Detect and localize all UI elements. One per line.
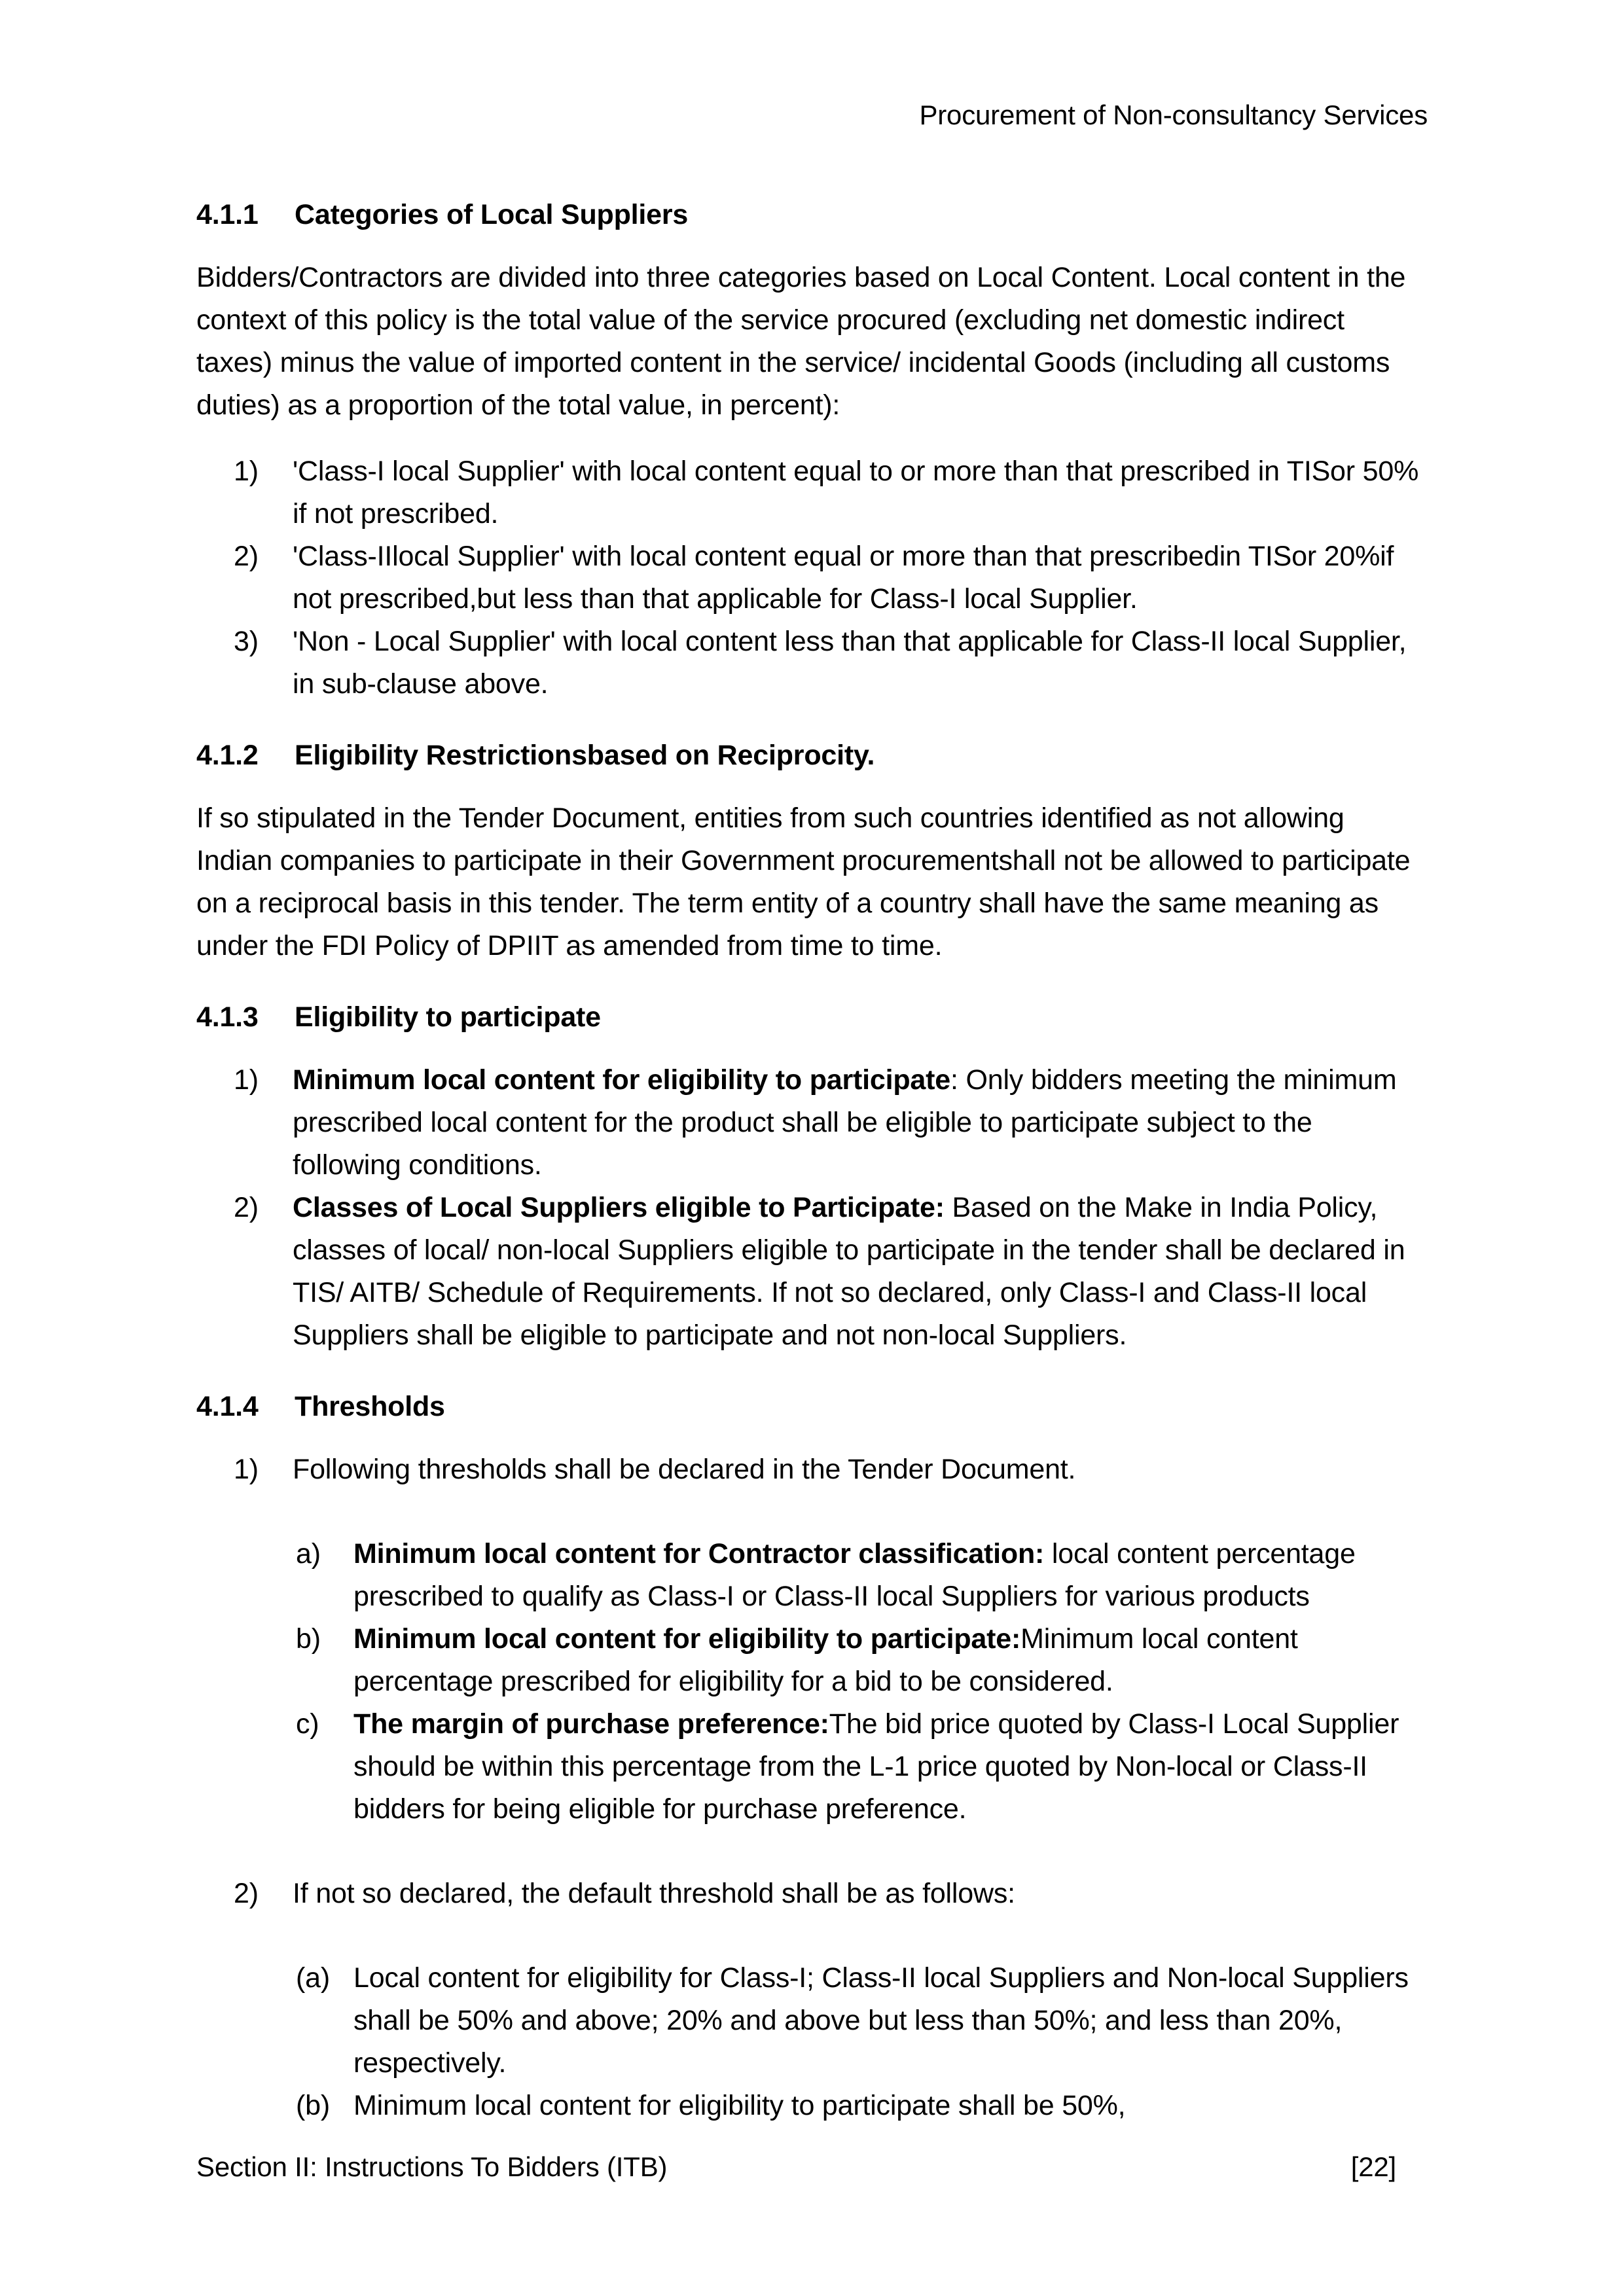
list-thresholds-2 <box>196 1873 1428 1915</box>
list-item <box>196 1957 1428 2085</box>
list-item-rest: Based on the Make in India Policy, classes of local/ non-local Suppliers eligible to participate in the tender shall be declared in TIS/ AITB/ Schedule of Requirements. If not so declared, only Class-I and Class-II local Suppliers shall be eligible to participate and not non-local Suppliers. <box>293 1192 1405 1351</box>
list-item-rest: : Only bidders meeting the minimum prescribed local content for the product shall be eligible to participate subject to the following conditions. <box>293 1064 1397 1181</box>
list-marker: 1) <box>234 1454 259 1485</box>
list-marker: c) <box>296 1708 319 1740</box>
section-heading-4-1-2 <box>196 737 1428 774</box>
list-item-text: If not so declared, the default threshold shall be as follows: <box>293 1878 1015 1909</box>
page-header <box>196 0 1428 134</box>
list-item-rest: The bid price quoted by Class-I Local Supplier should be within this percentage from the L-1 price quoted by Non-local or Class-II bidders for being eligible for purchase preference. <box>353 1708 1399 1825</box>
list-item-text: 'Non - Local Supplier' with local content less than that applicable for Class-II local Supplier, in sub-clause above. <box>293 626 1407 700</box>
list-marker: 1) <box>234 456 259 487</box>
list-item-text <box>353 1623 1298 1697</box>
section-number: 4.1.3 <box>196 1001 259 1033</box>
list-item-bold-lead: Classes of Local Suppliers eligible to Participate: <box>293 1192 945 1223</box>
list-item <box>196 1448 1428 1491</box>
list-item-text <box>353 1538 1356 1612</box>
paragraph-categories: Bidders/Contractors are divided into three categories based on Local Content. Local content in the context of this policy is the total value of the service procured (excluding net domestic indirect taxes) minus the value of imported content in the service/ incidental Goods (including all customs duties) as a proportion of the total value, in percent): <box>196 262 1406 421</box>
list-item <box>196 2085 1428 2127</box>
list-item-text: Local content for eligibility for Class-I; Class-II local Suppliers and Non-local Suppliers shall be 50% and above; 20% and above but less than 50%; and less than 20%, respectively. <box>353 1962 1409 2079</box>
list-item <box>196 1873 1428 1915</box>
list-marker: (b) <box>296 2090 330 2121</box>
list-item-bold-lead: Minimum local content for eligibility to participate: <box>353 1623 1021 1655</box>
page-footer <box>196 2149 1396 2185</box>
list-item-rest: Minimum local content percentage prescribed for eligibility for a bid to be considered. <box>353 1623 1298 1697</box>
section-title: Categories of Local Suppliers <box>295 199 689 230</box>
list-marker: (a) <box>296 1962 330 1994</box>
document-content <box>196 0 1428 2127</box>
list-marker: 2) <box>234 541 259 572</box>
list-marker: b) <box>296 1623 321 1655</box>
list-item-text: 'Class-I local Supplier' with local content equal to or more than that prescribed in TISor 50% if not prescribed. <box>293 456 1419 529</box>
list-item <box>196 1187 1428 1357</box>
list-item <box>196 450 1428 535</box>
footer-section-label: Section II: Instructions To Bidders (ITB) <box>196 2151 668 2182</box>
section-number: 4.1.4 <box>196 1391 259 1422</box>
sublist-thresholds-abc <box>196 1533 1428 1831</box>
list-supplier-categories <box>196 450 1428 706</box>
paragraph-reciprocity: If so stipulated in the Tender Document, entities from such countries identified as not allowing Indian companies to participate in their Government procurementshall not be allowed to participate on a reciprocal basis in this tender. The term entity of a country shall have the same meaning as under the FDI Policy of DPIIT as amended from time to time. <box>196 802 1411 961</box>
list-item <box>196 1059 1428 1187</box>
list-item-text <box>293 1064 1396 1181</box>
sublist-defaults-ab <box>196 1957 1428 2127</box>
page-header-title: Procurement of Non-consultancy Services <box>919 99 1428 130</box>
list-item-rest: local content percentage prescribed to qualify as Class-I or Class-II local Suppliers for various products <box>353 1538 1356 1612</box>
section-title: Thresholds <box>295 1391 445 1422</box>
list-marker: 2) <box>234 1878 259 1909</box>
section-heading-4-1-3 <box>196 999 1428 1035</box>
list-thresholds-1 <box>196 1448 1428 1491</box>
list-marker: 3) <box>234 626 259 657</box>
section-number: 4.1.1 <box>196 199 259 230</box>
list-item <box>196 1533 1428 1618</box>
list-item-bold-lead: Minimum local content for eligibility to participate <box>293 1064 950 1096</box>
list-item-text <box>353 1708 1399 1825</box>
list-eligibility <box>196 1059 1428 1357</box>
list-item-bold-lead: Minimum local content for Contractor classification: <box>353 1538 1045 1570</box>
section-title: Eligibility Restrictionsbased on Reciprocity. <box>295 740 875 771</box>
list-item <box>196 620 1428 706</box>
list-item-text: Minimum local content for eligibility to participate shall be 50%, <box>353 2090 1126 2121</box>
list-item-text: 'Class-IIlocal Supplier' with local content equal or more than that prescribedin TISor 20%if not prescribed,but less than that applicable for Class-I local Supplier. <box>293 541 1394 615</box>
section-heading-4-1-4 <box>196 1388 1428 1425</box>
list-item-text <box>293 1192 1405 1351</box>
section-title: Eligibility to participate <box>295 1001 601 1033</box>
list-item-bold-lead: The margin of purchase preference: <box>353 1708 829 1740</box>
list-marker: 1) <box>234 1064 259 1096</box>
section-heading-4-1-1 <box>196 196 1428 233</box>
list-item <box>196 1703 1428 1831</box>
list-item <box>196 535 1428 620</box>
list-item <box>196 1618 1428 1703</box>
list-item-text: Following thresholds shall be declared in the Tender Document. <box>293 1454 1076 1485</box>
list-marker: a) <box>296 1538 321 1570</box>
list-marker: 2) <box>234 1192 259 1223</box>
section-number: 4.1.2 <box>196 740 259 771</box>
page-number: [22] <box>1350 2151 1396 2182</box>
